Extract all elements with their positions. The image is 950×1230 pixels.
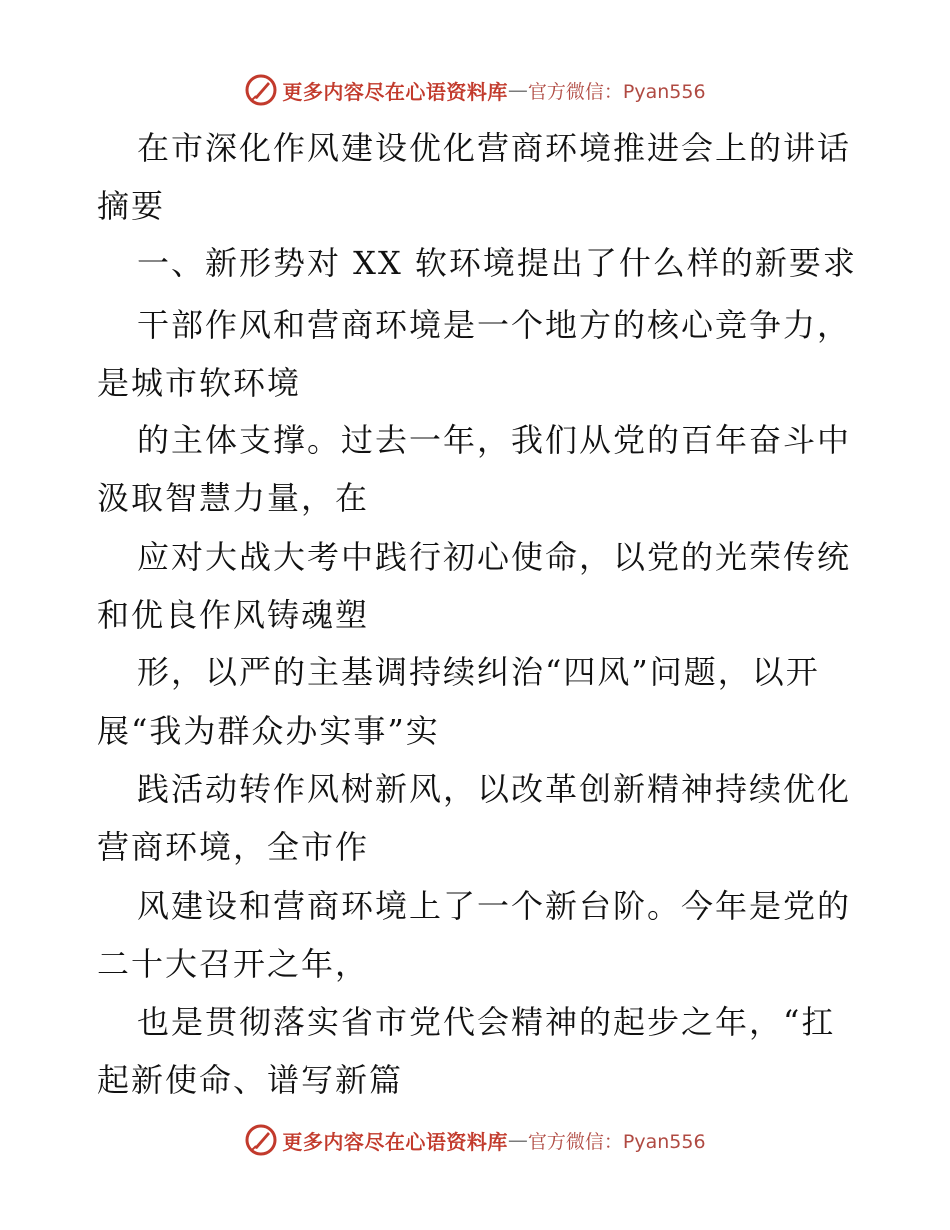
paragraph-line: 也是贯彻落实省市党代会精神的起步之年，“扛 bbox=[137, 1003, 836, 1041]
doc-title-line: 摘要 bbox=[97, 187, 166, 225]
paragraph-line: 二十大召开之年， bbox=[97, 945, 370, 983]
paragraph-line: 起新使命、谱写新篇 bbox=[97, 1061, 404, 1099]
banner-title: 更多内容尽在心语资料库 bbox=[282, 1129, 508, 1154]
banner-separator: — bbox=[507, 78, 528, 102]
banner-contact: 官方微信：Pyan556 bbox=[527, 80, 706, 103]
paragraph-line: 践活动转作风树新风，以改革创新精神持续优化 bbox=[137, 770, 852, 808]
banner-title: 更多内容尽在心语资料库 bbox=[282, 79, 508, 104]
paragraph-line: 汲取智慧力量，在 bbox=[97, 479, 370, 517]
banner-separator: — bbox=[507, 1128, 528, 1152]
paragraph-line: 展“我为群众办实事”实 bbox=[97, 712, 440, 750]
header-banner bbox=[0, 70, 950, 110]
banner-contact: 官方微信：Pyan556 bbox=[527, 1130, 706, 1153]
paragraph-line: 的主体支撑。过去一年，我们从党的百年奋斗中 bbox=[137, 421, 852, 459]
footer-banner bbox=[0, 1120, 950, 1160]
paragraph-line: 干部作风和营商环境是一个地方的核心竞争力， bbox=[137, 306, 852, 344]
paragraph-line: 和优良作风铸魂塑 bbox=[97, 596, 370, 634]
paragraph-line: 营商环境，全市作 bbox=[97, 828, 370, 866]
paragraph-line: 是城市软环境 bbox=[97, 364, 302, 402]
quill-pen-logo-icon bbox=[244, 73, 278, 107]
paragraph-line: 形，以严的主基调持续纠治“四风”问题，以开 bbox=[137, 653, 820, 691]
doc-title-line: 在市深化作风建设优化营商环境推进会上的讲话 bbox=[137, 129, 852, 167]
quill-pen-logo-icon bbox=[244, 1123, 278, 1157]
paragraph-line: 风建设和营商环境上了一个新台阶。今年是党的 bbox=[137, 887, 852, 925]
section-heading: 一、新形势对 XX 软环境提出了什么样的新要求 bbox=[137, 244, 857, 282]
paragraph-line: 应对大战大考中践行初心使命，以党的光荣传统 bbox=[137, 538, 852, 576]
